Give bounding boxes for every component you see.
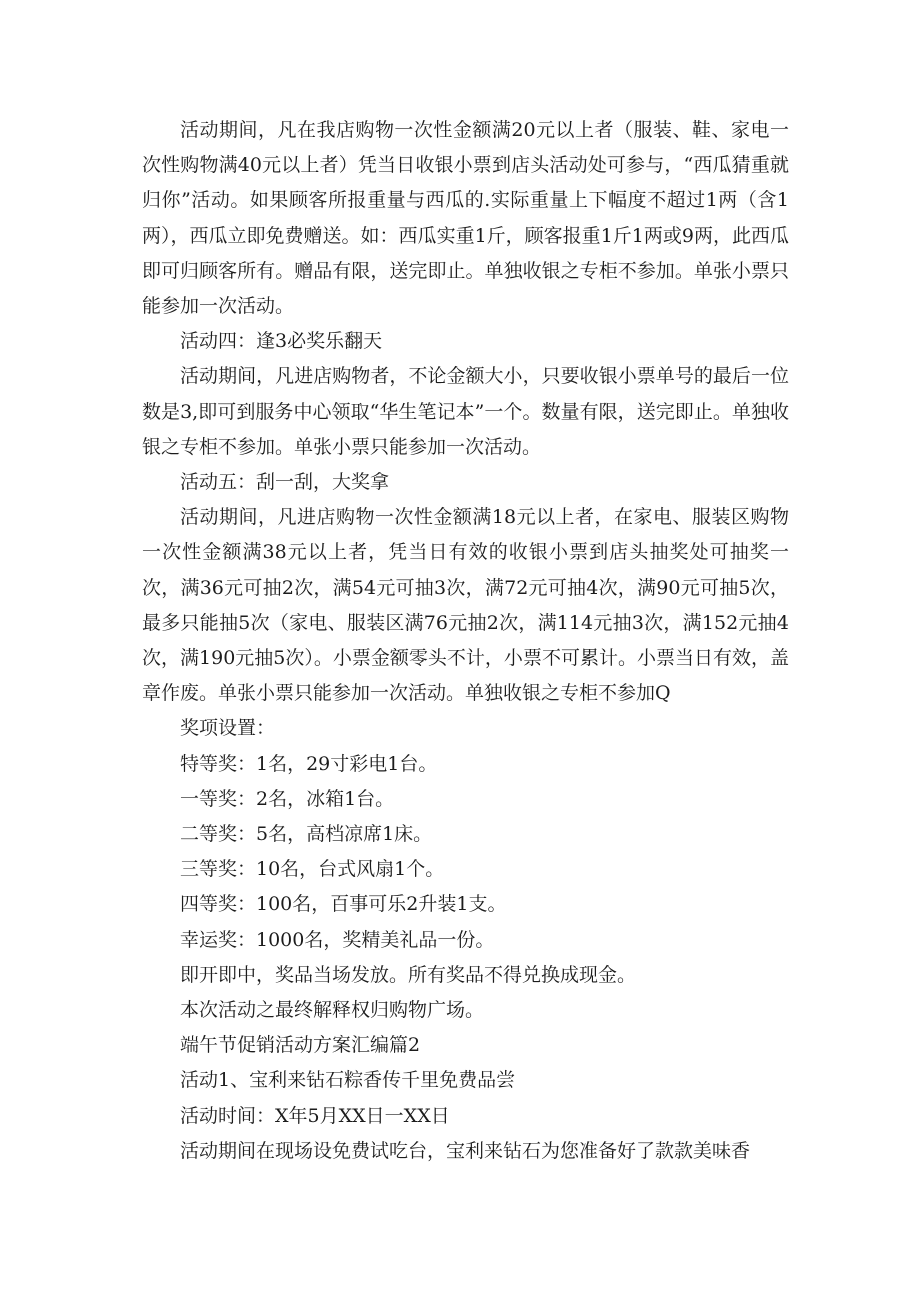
prize-third: 三等奖：10名，台式风扇1个。 (180, 858, 445, 881)
prize-settings-heading: 奖项设置： (180, 717, 276, 740)
activity-time: 活动时间：X年5月XX日一XX日 (180, 1104, 450, 1127)
prize-first: 一等奖：2名，冰箱1台。 (180, 787, 395, 810)
prize-grand: 特等奖：1名，29寸彩电1台。 (180, 752, 438, 775)
interpretation-note: 本次活动之最终解释权归购物广场。 (180, 999, 485, 1022)
section-title-part-2: 端午节促销活动方案汇编篇2 (180, 1034, 421, 1057)
prize-lucky: 幸运奖：1000名，奖精美礼品一份。 (180, 928, 495, 951)
prize-second: 二等奖：5名，高档凉席1床。 (180, 823, 433, 846)
paragraph-activity-four: 活动期间，凡进店购物者，不论金额大小，只要收银小票单号的最后一位数是3,即可到服务中心领取“华生笔记本”一个。数量有限，送完即止。单独收银之专柜不参加。单张小票只能参加一次活动。 (142, 365, 789, 458)
prize-fourth: 四等奖：100名，百事可乐2升装1支。 (180, 893, 507, 916)
paragraph-watermelon-activity: 活动期间，凡在我店购物一次性金额满20元以上者（服装、鞋、家电一次性购物满40元以上者）凭当日收银小票到店头活动处可参与，“西瓜猜重就归你”活动。如果顾客所报重量与西瓜的.实际重量上下幅度不超过1两（含1两），西瓜立即免费赠送。如：西瓜实重1斤，顾客报重1斤1两或9两，此西瓜即可归顾客所有。赠品有限，送完即止。单独收银之专柜不参加。单张小票只能参加一次活动。 (142, 119, 789, 318)
paragraph-activity-five: 活动期间，凡进店购物一次性金额满18元以上者，在家电、服装区购物一次性金额满38元以上者，凭当日有效的收银小票到店头抽奖处可抽奖一次，满36元可抽2次，满54元可抽3次，满72元可抽4次，满90元可抽5次，最多只能抽5次（家电、服装区满76元抽2次，满114元抽3次，满152元抽4次，满190元抽5次）。小票金额零头不计，小票不可累计。小票当日有效，盖章作废。单张小票只能参加一次活动。单独收银之专柜不参加Q (142, 506, 789, 705)
prize-instant-note: 即开即中，奖品当场发放。所有奖品不得兑换成现金。 (180, 963, 637, 986)
activity-one-title: 活动1、宝利来钻石粽香传千里免费品尝 (180, 1069, 516, 1092)
heading-activity-four: 活动四：逢3必奖乐翻天 (180, 330, 383, 353)
heading-activity-five: 活动五：刮一刮，大奖拿 (180, 471, 390, 494)
document-page (142, 113, 789, 1169)
activity-tasting-paragraph: 活动期间在现场设免费试吃台，宝利来钻石为您准备好了款款美味香 (180, 1139, 751, 1162)
